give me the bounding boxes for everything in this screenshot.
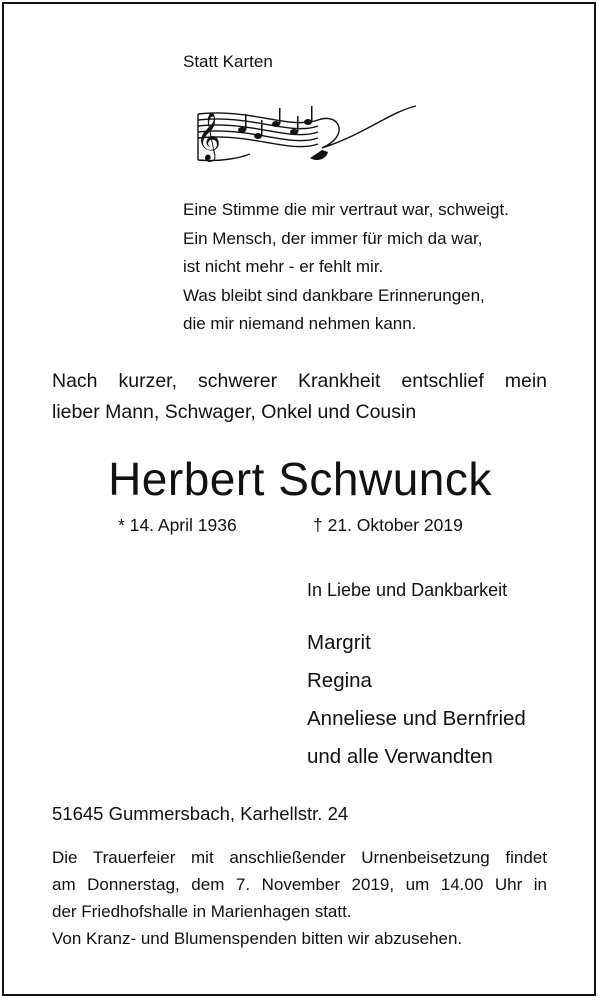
service-line: am Donnerstag, dem 7. November 2019, um 14.00 Uhr in — [52, 875, 547, 894]
address: 51645 Gummersbach, Karhellstr. 24 — [52, 803, 349, 824]
intro-text — [52, 366, 547, 428]
poem-line: ist nicht mehr - er fehlt mir. — [183, 257, 384, 276]
poem — [183, 196, 509, 339]
poem-line: Was bleibt sind dankbare Erinnerungen, — [183, 285, 485, 305]
intro-line: Nach kurzer, schwerer Krankheit entschlief mein — [52, 370, 547, 392]
header-statt-karten: Statt Karten — [183, 52, 273, 71]
birth-date: * 14. April 1936 — [118, 515, 237, 535]
service-line: der Friedhofshalle in Marienhagen statt. — [52, 902, 352, 921]
mourner-name: Margrit — [307, 631, 371, 654]
intro-line: lieber Mann, Schwager, Onkel und Cousin — [52, 401, 417, 423]
mourner-name: und alle Verwandten — [307, 745, 493, 768]
service-line: Von Kranz- und Blumenspenden bitten wir abzusehen. — [52, 929, 463, 948]
music-staff-icon — [190, 100, 420, 170]
mourner-name: Regina — [307, 669, 372, 692]
svg-text:𝄞: 𝄞 — [196, 111, 221, 160]
poem-line: Eine Stimme die mir vertraut war, schweigt. — [183, 200, 509, 219]
closing-phrase: In Liebe und Dankbarkeit — [307, 580, 508, 600]
service-info — [52, 844, 547, 952]
death-date: † 21. Oktober 2019 — [313, 515, 463, 535]
service-line: Die Trauerfeier mit anschließender Urnenbeisetzung findet — [52, 848, 547, 867]
poem-line: die mir niemand nehmen kann. — [183, 314, 417, 333]
deceased-name: Herbert Schwunck — [108, 453, 492, 505]
mourners-list — [307, 624, 526, 776]
poem-line: Ein Mensch, der immer für mich da war, — [183, 228, 483, 248]
mourner-name: Anneliese und Bernfried — [307, 707, 526, 730]
